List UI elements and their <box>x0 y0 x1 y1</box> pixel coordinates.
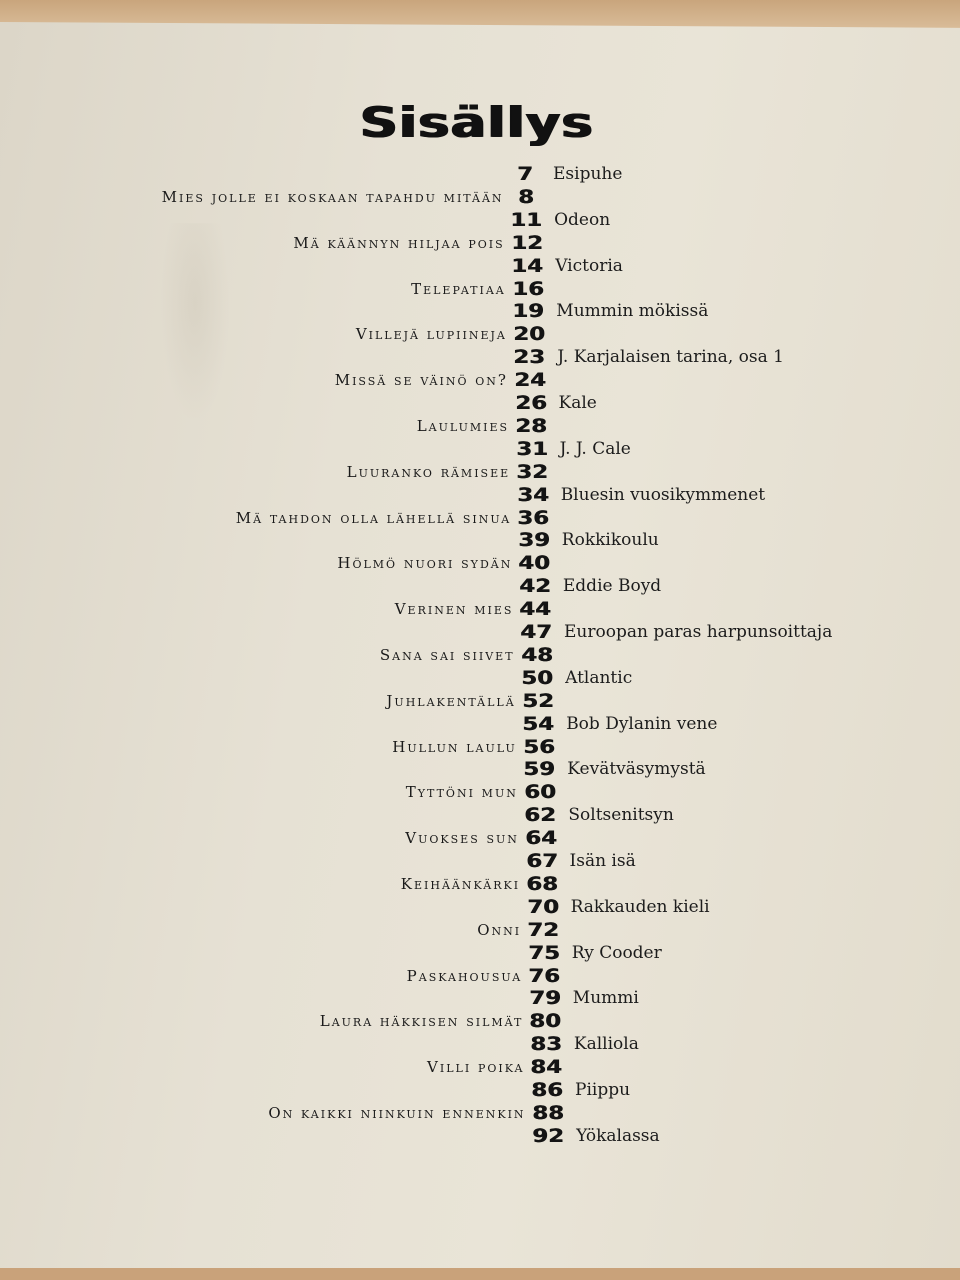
toc-chapter-title: Odeon <box>554 209 611 230</box>
toc-entry <box>0 849 960 873</box>
toc-entry <box>0 872 960 896</box>
toc-chapter-title: Esipuhe <box>553 164 623 184</box>
toc-page-number: 70 <box>526 895 559 918</box>
toc-entry <box>0 803 960 827</box>
toc-page-number: 67 <box>525 850 558 872</box>
toc-page-number: 8 <box>517 185 534 208</box>
toc-chapter-title: Rokkikoulu <box>561 530 659 551</box>
toc-entry <box>0 1124 960 1148</box>
toc-entry <box>0 918 960 942</box>
toc-entry <box>0 345 960 369</box>
toc-entry <box>0 735 960 759</box>
toc-page-number: 80 <box>529 1010 562 1033</box>
toc-entry <box>0 666 960 690</box>
toc-page-number: 60 <box>523 781 556 804</box>
toc-entry <box>0 437 960 461</box>
toc-page-number: 39 <box>517 529 550 552</box>
toc-page-number: 48 <box>520 643 553 666</box>
toc-song-title: Mies jolle ei koskaan tapahdu mitään <box>161 187 504 206</box>
toc-page-number: 72 <box>527 918 560 941</box>
toc-page-number: 24 <box>514 369 546 392</box>
toc-entry <box>0 299 960 323</box>
toc-song-title: Luuranko rämisee <box>346 462 511 481</box>
toc-entry <box>0 574 960 598</box>
toc-song-title: Laulumies <box>416 416 510 435</box>
toc-chapter-title: Rakkauden kieli <box>570 896 710 917</box>
toc-page-number: 54 <box>522 712 555 735</box>
toc-entry <box>0 162 960 186</box>
toc-entry <box>0 460 960 484</box>
toc-page-number: 36 <box>517 506 550 529</box>
toc-entry <box>0 208 960 232</box>
toc-song-title: Missä se väinö on? <box>334 371 508 390</box>
toc-entry <box>0 414 960 438</box>
toc-page-number: 76 <box>528 964 561 987</box>
toc-chapter-title: Piippu <box>575 1080 631 1100</box>
toc-chapter-title: Ry Cooder <box>571 942 662 963</box>
toc-page-number: 75 <box>527 941 560 964</box>
toc-page-number: 68 <box>526 872 558 895</box>
toc-page-number: 88 <box>531 1101 564 1124</box>
toc-page-number: 50 <box>521 666 553 689</box>
toc-chapter-title: Bluesin vuosikymmenet <box>560 484 766 505</box>
toc-chapter-title: Euroopan paras harpunsoittaja <box>564 622 833 642</box>
toc-song-title: Sana sai siivet <box>379 645 515 664</box>
toc-entry <box>0 712 960 736</box>
toc-page-number: 83 <box>530 1033 562 1056</box>
toc-song-title: Mä käännyn hiljaa pois <box>293 233 505 252</box>
toc-chapter-title: Atlantic <box>565 667 633 688</box>
toc-entry <box>0 643 960 667</box>
toc-page-number: 42 <box>519 575 551 598</box>
toc-entry <box>0 964 960 988</box>
toc-page-number: 26 <box>514 392 547 414</box>
toc-page-number: 31 <box>515 437 548 460</box>
toc-chapter-title: J. Karjalaisen tarina, osa 1 <box>557 347 784 368</box>
page-title: Sisällys <box>360 98 594 147</box>
toc-page-number: 52 <box>521 689 554 712</box>
toc-entry <box>0 231 960 255</box>
toc-page-number: 64 <box>525 827 557 850</box>
toc-chapter-title: Bob Dylanin vene <box>566 713 718 734</box>
toc-chapter-title: Mummi <box>572 988 639 1009</box>
toc-page-number: 59 <box>523 758 556 781</box>
toc-song-title: Onni <box>477 920 522 939</box>
toc-entry <box>0 277 960 301</box>
toc-entry <box>0 1055 960 1079</box>
toc-page-number: 11 <box>510 208 542 231</box>
toc-entry <box>0 254 960 278</box>
toc-page-number: 23 <box>513 346 546 369</box>
toc-chapter-title: Kalliola <box>573 1034 639 1055</box>
toc-song-title: Verinen mies <box>394 600 514 619</box>
toc-song-title: On kaikki niinkuin ennenkin <box>268 1103 526 1122</box>
toc-chapter-title: Mummin mökissä <box>556 301 709 322</box>
toc-entry <box>0 322 960 346</box>
toc-song-title: Keihäänkärki <box>400 874 521 893</box>
toc-page-number: 84 <box>530 1056 563 1079</box>
toc-entry <box>0 757 960 781</box>
toc-page-number: 14 <box>511 254 544 277</box>
toc-page-number: 20 <box>512 323 545 346</box>
toc-entry <box>0 620 960 644</box>
toc-page-number: 7 <box>517 163 533 185</box>
toc-song-title: Paskahousua <box>406 966 523 985</box>
background-edge-bottom <box>0 1268 960 1280</box>
toc-song-title: Laura häkkisen silmät <box>319 1012 524 1031</box>
toc-chapter-title: Isän isä <box>569 851 636 871</box>
toc-entry <box>0 941 960 965</box>
toc-entry <box>0 391 960 415</box>
toc-entry <box>0 1009 960 1033</box>
toc-chapter-title: Eddie Boyd <box>562 576 662 597</box>
toc-chapter-title: Yökalassa <box>576 1125 660 1146</box>
toc-chapter-title: Kevätväsymystä <box>567 759 706 780</box>
toc-entry <box>0 986 960 1010</box>
toc-song-title: Mä tahdon olla lähellä sinua <box>235 508 512 527</box>
toc-page-number: 92 <box>532 1124 564 1147</box>
toc-song-title: Juhlakentällä <box>386 691 516 710</box>
toc-entry <box>0 185 960 209</box>
toc-chapter-title: Victoria <box>555 255 623 276</box>
toc-page-number: 28 <box>515 414 547 437</box>
toc-song-title: Villi poika <box>427 1058 525 1077</box>
toc-chapter-title: Kale <box>558 393 597 413</box>
toc-page-number: 34 <box>516 483 549 506</box>
toc-page-number: 16 <box>511 277 544 300</box>
toc-entry <box>0 551 960 575</box>
toc-entry <box>0 483 960 507</box>
toc-song-title: Hölmö nuori sydän <box>337 554 513 573</box>
toc-chapter-title: Soltsenitsyn <box>568 805 674 826</box>
toc-page-number: 56 <box>522 735 555 758</box>
toc-page-number: 79 <box>528 987 561 1010</box>
toc-chapter-title: J. J. Cale <box>559 438 631 459</box>
toc-page-number: 44 <box>519 598 552 621</box>
toc-entry <box>0 528 960 552</box>
toc-page-number: 19 <box>512 300 545 323</box>
toc-page-number: 62 <box>524 804 557 827</box>
toc-entry <box>0 506 960 530</box>
toc-page-number: 40 <box>518 552 551 575</box>
toc-entry <box>0 1078 960 1102</box>
toc-page-number: 86 <box>531 1079 563 1101</box>
toc-entry <box>0 689 960 713</box>
toc-song-title: Tyttöni mun <box>405 783 518 802</box>
toc-song-title: Telepatiaa <box>411 279 506 298</box>
toc-song-title: Vuokses sun <box>405 829 519 848</box>
toc-entry <box>0 780 960 804</box>
toc-entry <box>0 895 960 919</box>
toc-page-number: 12 <box>510 231 543 254</box>
toc-entry <box>0 597 960 621</box>
toc-song-title: Hullun laulu <box>392 737 517 756</box>
toc-entry <box>0 1032 960 1056</box>
toc-song-title: Villejä lupiineja <box>355 325 507 344</box>
toc-entry <box>0 826 960 850</box>
toc-entry <box>0 368 960 392</box>
toc-entry <box>0 1101 960 1125</box>
toc-page-number: 32 <box>516 460 549 483</box>
toc-page-number: 47 <box>520 621 552 643</box>
